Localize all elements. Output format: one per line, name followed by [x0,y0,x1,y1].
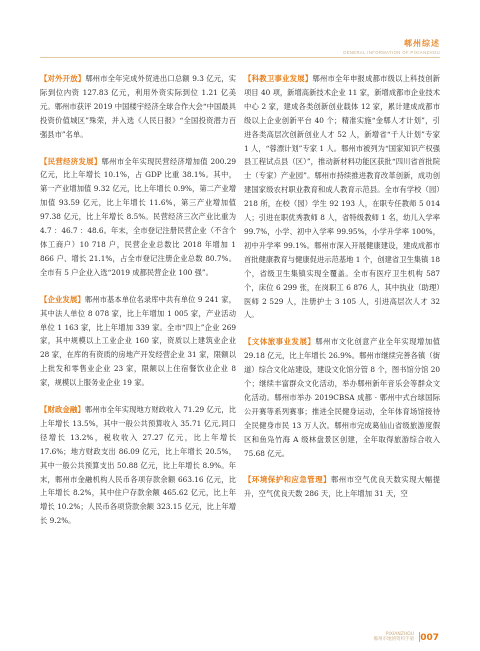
paragraph-text: 郫州市全年申报成都市级以上科技创新项目 40 项，新增高新技术企业 11 家，新增成都市企业技术中心 2 家，建成各类创新创业载体 12 家，累计建成成都市级以上企业创新平台 40 个；精准实施“金郫人才计划”，引进各类高层次创新创业人才 52 人，新增省“千人计划”专家 1 人，“蓉漂计划”专家 1 人。郫州市被列为“国家知识产权强县工程试点县（区）”，推动新材料功能区获批“四川省首批院士（专家）产业园”。郫州市持续推进教育改革创新，成功创建国家级农村职业教育和成人教育示范县。全市有学校（园）218 所，在校（园）学生 92 193 人，在职专任教师 5 014 人；引进在职优秀教师 8 人，省特级教师 1 名，幼儿入学率 99.7%，小学、初中入学率 99.95%，小学升学率 100%，初中升学率 99.1%。郫州市深入开展健康建设，建成成都市首批健康教育与健康促进示范基地 1 个，创建省卫生集镇 18 个，省级卫生集镇实现全覆盖。全市有医疗卫生机构 587 个，床位 6 299 张，在岗职工 6 876 人，其中执业（助理）医师 2 529 人，注册护士 3 105 人，引进高层次人才 32 人。 [244,74,441,320]
footer-line-2: 郫州市地情资料手册 [373,637,414,642]
section-tag: 【企业发展】 [40,294,85,304]
paragraph-text: 郫州市文化创意产业全年实现增加值 29.18 亿元，比上年增长 26.9%。郫州市继续完善各镇（街道）综合文化站建设，建设文化馆分管 8 个，图书馆分馆 20 个；继续丰富群众文化活动，举办郫州新年音乐会等群众文化活动。郫州市举办 2019CBSA 成都 · 郫州中式台球国际公开赛等系列赛事；推进全民健身运动，全年体育场馆接待全民健身市民 13 万人次。郫州市完成葛仙山省级旅游度假区和鱼凫竹海 A 级林盘景区创建，全年取得旅游综合收入 75.68 亿元。 [244,337,441,458]
left-column [40,72,236,541]
section-tag: 【对外开放】 [40,74,86,83]
footer-line-1: PIXIANZHOU [385,632,414,637]
paragraph [40,72,236,142]
section-tag: 【科教卫事业发展】 [244,74,313,83]
section-private-economy [40,155,236,280]
section-culture-sports-tourism [244,335,440,460]
paragraph [40,155,236,280]
paragraph-text: 郫州市全年实现民营经济增加值 200.29 亿元，比上年增长 10.1%，占 GDP 比重 38.1%。其中，第一产业增加值 9.32 亿元，比上年增长 0.9%，第二产业增加值 93.59 亿元，比上年增长 11.6%，第三产业增加值 97.38 亿元，比上年增长 8.5%。民营经济三次产业比重为 4.7 ：46.7 ：48.6。年末，全市登记注册民营企业（不含个体工商户）10 718 户，民营企业总数比 2018 年增加 1 866 户、增长 21.1%，占全市登记注册企业总数 80.7%。全市有 5 户企业入选“2019 成都民营企业 100 强”。 [40,156,236,277]
section-environment [244,473,440,501]
section-tag: 【文体旅事业发展】 [244,337,316,347]
header-divider [40,57,440,58]
paragraph [244,335,440,460]
paragraph-text: 郫州市空气优良天数实现大幅提升，空气优良天数 286 天，比上年增加 31 天，空 [244,475,440,499]
section-tag: 【环境保护和应急管理】 [244,475,332,485]
section-title: 郫州综述 [404,39,440,48]
paragraph [244,72,440,322]
footer-label [374,632,415,642]
section-tag: 【财政金融】 [40,405,85,415]
section-subtitle: GENERAL INFORMATION OF PIXIANZHOU [343,50,440,55]
paragraph [40,293,236,390]
paragraph [40,403,236,528]
paragraph-text: 郫州市全年实现地方财政收入 71.29 亿元，比上年增长 13.5%，其中一般公共预算收入 35.71 亿元,同口径增长 13.2%，税收收入 27.27 亿元，比上年增长 17.6%；地方财政支出 86.09 亿元，比上年增长 20.5%，其中一般公共预算支出 50.88 亿元，比上年增长 8.9%。年末，郫州市金融机构人民币各项存款余额 663.16 亿元，比上年增长 8.2%，其中住户存款余额 465.62 亿元，比上年增长 10.2%；人民币各项贷款余额 323.15 亿元，比上年增长 9.2%。 [40,405,236,526]
page-number: 007 [420,633,439,643]
paragraph-text: 郫州市基本单位名录库中共有单位 9 241 家，其中法人单位 8 078 家，比上年增加 1 005 家，产业活动单位 1 163 家，比上年增加 339 家。全市“四上”企业 269 家，其中规模以上工业企业 160 家，资质以上建筑业企业 28 家，在库的有资质的房地产开发经营企业 31 家，限额以上批发和零售业企业 23 家，限额以上住宿餐饮业企业 8 家，规模以上服务业企业 19 家。 [40,294,236,388]
right-column [244,72,440,514]
section-enterprise [40,293,236,390]
paragraph-text: 郫州市全年完成外贸进出口总额 9.3 亿元，实际到位内资 127.83 亿元，利用外资实际到位 1.21 亿美元。郫州市获评 2019 中国楼宇经济全球合作大会“中国最具投资价值城区”殊荣，并入选《人民日报》“全国投资潜力百强县市”名单。 [40,74,236,139]
section-foreign-trade [40,72,236,142]
section-tag: 【民营经济发展】 [40,156,102,166]
paragraph [244,473,440,501]
section-finance [40,403,236,528]
section-science-education-health [244,72,440,322]
